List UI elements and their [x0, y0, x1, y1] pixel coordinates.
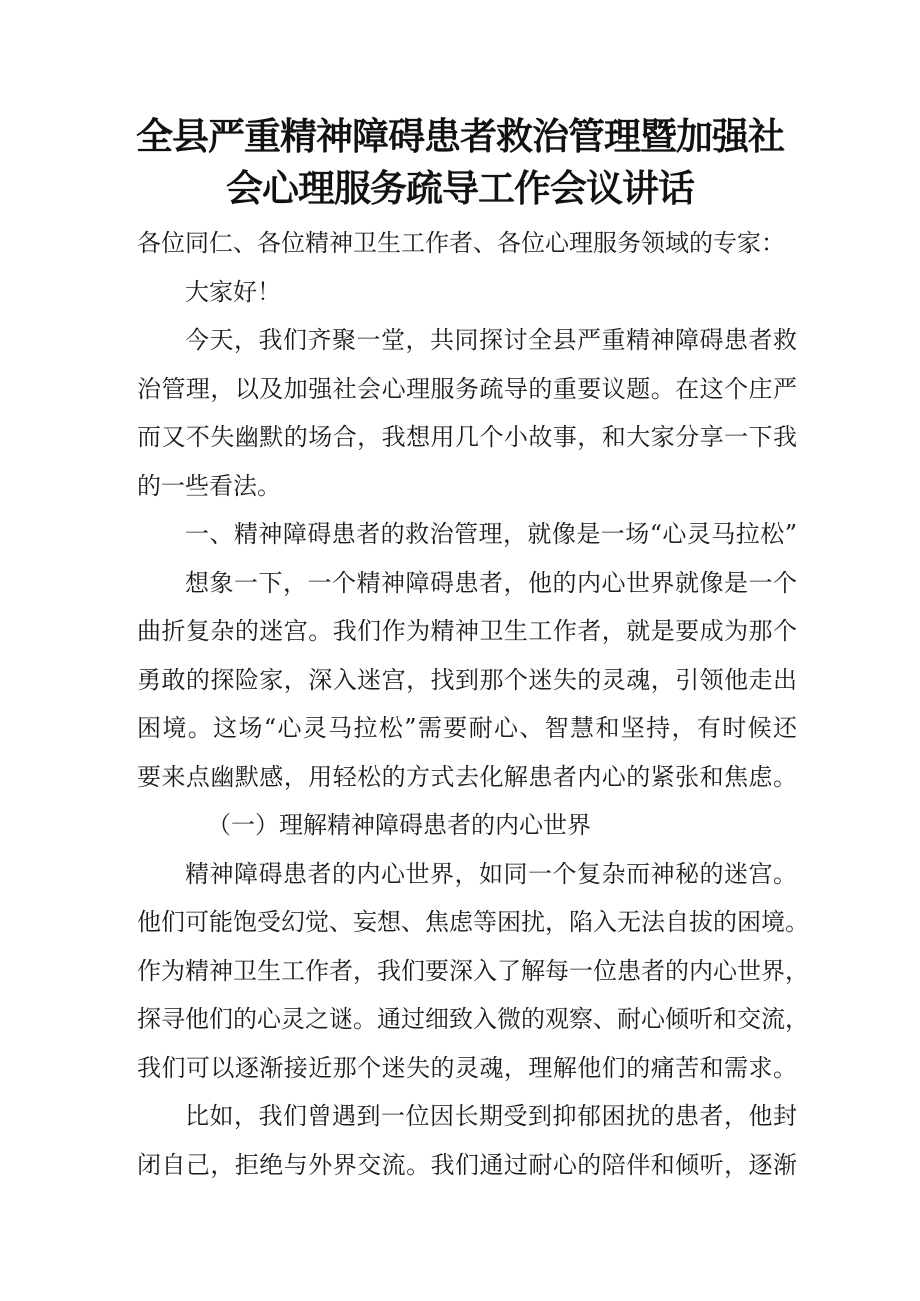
paragraph-line: 今天，我们齐聚一堂，共同探讨全县严重精神障碍患者救 — [185, 326, 797, 354]
paragraph-line: 作为精神卫生工作者，我们要深入了解每一位患者的内心世界， — [137, 957, 809, 985]
paragraph-line: 勇敢的探险家，深入迷宫，找到那个迷失的灵魂，引领他走出 — [137, 666, 797, 694]
paragraph-line: 精神障碍患者的内心世界，如同一个复杂而神秘的迷宫。 — [185, 860, 797, 888]
paragraph-line: 而又不失幽默的场合，我想用几个小故事，和大家分享一下我 — [137, 423, 797, 451]
paragraph-line: 比如，我们曾遇到一位因长期受到抑郁困扰的患者，他封 — [185, 1102, 797, 1130]
title-line-1: 全县严重精神障碍患者救治管理暨加强社 — [136, 115, 784, 158]
paragraph-line: 想象一下，一个精神障碍患者，他的内心世界就像是一个 — [185, 569, 797, 597]
paragraph-line: 闭自己，拒绝与外界交流。我们通过耐心的陪伴和倾听，逐渐 — [137, 1151, 797, 1179]
salutation: 各位同仁、各位精神卫生工作者、各位心理服务领域的专家： — [137, 229, 785, 257]
paragraph-line: 要来点幽默感，用轻松的方式去化解患者内心的紧张和焦虑。 — [137, 763, 797, 791]
section-heading: 一、精神障碍患者的救治管理，就像是一场“心灵马拉松” — [185, 520, 797, 548]
paragraph-line: 探寻他们的心灵之谜。通过细致入微的观察、耐心倾听和交流， — [137, 1005, 809, 1033]
subsection-heading: （一）理解精神障碍患者的内心世界 — [207, 811, 591, 839]
greeting: 大家好！ — [185, 278, 281, 306]
paragraph-line: 治管理，以及加强社会心理服务疏导的重要议题。在这个庄严 — [137, 375, 797, 403]
paragraph-line: 我们可以逐渐接近那个迷失的灵魂，理解他们的痛苦和需求。 — [137, 1054, 797, 1082]
paragraph-line: 他们可能饱受幻觉、妄想、焦虑等困扰，陷入无法自拔的困境。 — [137, 908, 809, 936]
paragraph-line: 的一些看法。 — [137, 472, 281, 500]
title-line-2: 会心理服务疏导工作会议讲话 — [226, 167, 694, 210]
paragraph-line: 曲折复杂的迷宫。我们作为精神卫生工作者，就是要成为那个 — [137, 617, 797, 645]
paragraph-line: 困境。这场“心灵马拉松”需要耐心、智慧和坚持，有时候还 — [137, 714, 797, 742]
